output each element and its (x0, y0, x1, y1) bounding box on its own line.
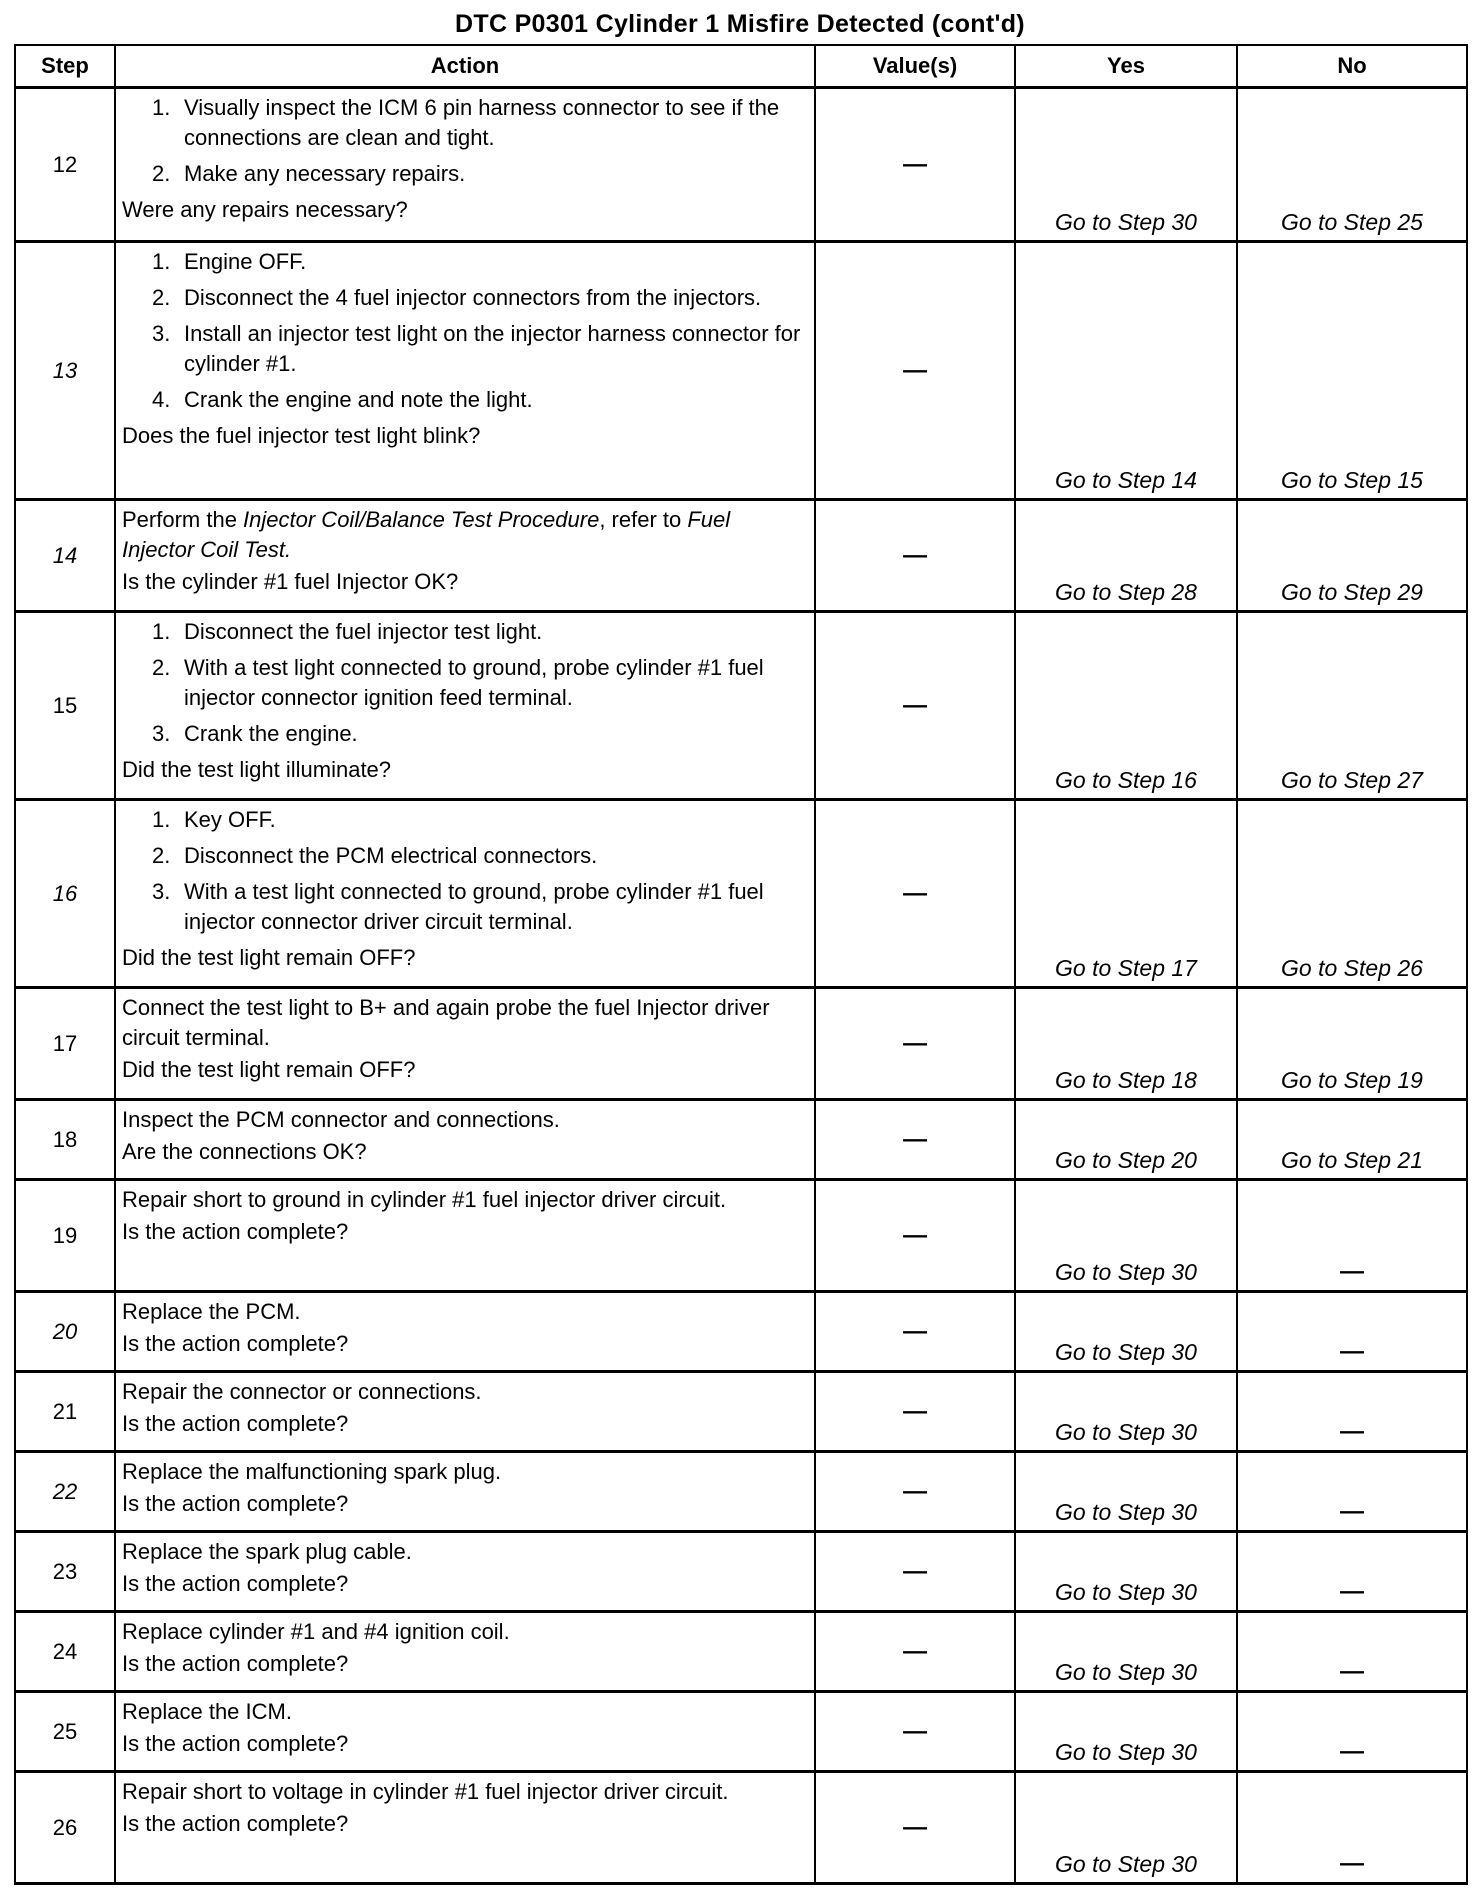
yes-cell: Go to Step 30 (1015, 1452, 1237, 1532)
step-number: 16 (15, 800, 115, 988)
list-item: 1. Engine OFF. (152, 249, 307, 274)
value-cell: — (815, 1180, 1015, 1292)
yes-cell: Go to Step 30 (1015, 1292, 1237, 1372)
table-row (15, 1692, 1467, 1772)
step-number: 14 (15, 500, 115, 612)
step-number: 18 (15, 1100, 115, 1180)
action-text: Replace the spark plug cable. (122, 1539, 412, 1564)
table-row (15, 988, 1467, 1100)
no-cell: — (1237, 1180, 1467, 1292)
table-row (15, 500, 1467, 612)
table-row (15, 1180, 1467, 1292)
action-text: Repair short to voltage in cylinder #1 fuel injector driver circuit. (122, 1779, 729, 1804)
question-text: Did the test light illuminate? (122, 757, 392, 782)
step-number: 21 (15, 1372, 115, 1452)
value-cell: — (815, 800, 1015, 988)
table-row (15, 1532, 1467, 1612)
yes-cell: Go to Step 30 (1015, 1612, 1237, 1692)
header-step: Step (15, 45, 115, 88)
table-row (15, 612, 1467, 800)
value-cell: — (815, 1292, 1015, 1372)
list-item: 1. Key OFF. (152, 807, 276, 832)
value-cell: — (815, 500, 1015, 612)
yes-cell: Go to Step 20 (1015, 1100, 1237, 1180)
header-yes: Yes (1015, 45, 1237, 88)
list-item: 3. Install an injector test light on the injector harness connector for cylinder #1. (152, 321, 801, 376)
step-number: 15 (15, 612, 115, 800)
value-cell: — (815, 1372, 1015, 1452)
yes-cell: Go to Step 30 (1015, 1692, 1237, 1772)
no-cell: Go to Step 29 (1237, 500, 1467, 612)
table-row (15, 800, 1467, 988)
list-item: 4. Crank the engine and note the light. (152, 387, 533, 412)
action-cell (115, 500, 815, 612)
action-text: Inspect the PCM connector and connections. (122, 1107, 560, 1132)
yes-cell: Go to Step 30 (1015, 1372, 1237, 1452)
action-cell (115, 1452, 815, 1532)
question-text: Did the test light remain OFF? (122, 1057, 416, 1082)
question-text: Is the action complete? (122, 1571, 349, 1596)
value-cell: — (815, 1772, 1015, 1884)
yes-cell: Go to Step 14 (1015, 242, 1237, 500)
no-cell: Go to Step 25 (1237, 88, 1467, 242)
list-item: 3. With a test light connected to ground, probe cylinder #1 fuel injector connector driver circuit terminal. (152, 879, 764, 934)
action-cell (115, 1612, 815, 1692)
action-cell (115, 800, 815, 988)
no-cell: — (1237, 1372, 1467, 1452)
value-cell: — (815, 988, 1015, 1100)
page (14, 4, 1466, 1885)
question-text: Did the test light remain OFF? (122, 945, 416, 970)
step-number: 23 (15, 1532, 115, 1612)
yes-cell: Go to Step 30 (1015, 1532, 1237, 1612)
list-item: 2. Make any necessary repairs. (152, 161, 466, 186)
action-cell (115, 1180, 815, 1292)
value-cell: — (815, 1100, 1015, 1180)
step-number: 20 (15, 1292, 115, 1372)
action-text: Replace cylinder #1 and #4 ignition coil. (122, 1619, 510, 1644)
diagnostic-table (14, 44, 1468, 1885)
action-cell (115, 1772, 815, 1884)
value-cell: — (815, 1692, 1015, 1772)
header-no: No (1237, 45, 1467, 88)
no-cell: — (1237, 1612, 1467, 1692)
value-cell: — (815, 612, 1015, 800)
table-row (15, 1452, 1467, 1532)
action-text: Connect the test light to B+ and again probe the fuel Injector driver circuit terminal. (122, 995, 770, 1050)
page-title: DTC P0301 Cylinder 1 Misfire Detected (cont'd) (455, 10, 1025, 38)
yes-cell: Go to Step 17 (1015, 800, 1237, 988)
yes-cell: Go to Step 30 (1015, 1772, 1237, 1884)
value-cell: — (815, 242, 1015, 500)
no-cell: Go to Step 27 (1237, 612, 1467, 800)
no-cell: — (1237, 1692, 1467, 1772)
question-text: Is the action complete? (122, 1219, 349, 1244)
no-cell: — (1237, 1772, 1467, 1884)
action-cell (115, 1372, 815, 1452)
table-row (15, 242, 1467, 500)
table-row (15, 88, 1467, 242)
action-cell (115, 1292, 815, 1372)
list-item: 3. Crank the engine. (152, 721, 358, 746)
step-number: 12 (15, 88, 115, 242)
action-cell (115, 242, 815, 500)
header-action: Action (115, 45, 815, 88)
step-number: 19 (15, 1180, 115, 1292)
value-cell: — (815, 88, 1015, 242)
action-cell (115, 1100, 815, 1180)
action-text: Perform the Injector Coil/Balance Test Procedure, refer to Fuel Injector Coil Test. (122, 507, 731, 562)
yes-cell: Go to Step 16 (1015, 612, 1237, 800)
value-cell: — (815, 1532, 1015, 1612)
step-number: 22 (15, 1452, 115, 1532)
question-text: Is the action complete? (122, 1811, 349, 1836)
value-cell: — (815, 1612, 1015, 1692)
no-cell: Go to Step 26 (1237, 800, 1467, 988)
table-row (15, 1612, 1467, 1692)
step-number: 26 (15, 1772, 115, 1884)
list-item: 1. Disconnect the fuel injector test light. (152, 619, 543, 644)
question-text: Is the action complete? (122, 1651, 349, 1676)
no-cell: — (1237, 1532, 1467, 1612)
table-row (15, 1772, 1467, 1884)
table-row (15, 1292, 1467, 1372)
question-text: Is the action complete? (122, 1731, 349, 1756)
list-item: 2. Disconnect the 4 fuel injector connectors from the injectors. (152, 285, 762, 310)
no-cell: Go to Step 21 (1237, 1100, 1467, 1180)
no-cell: — (1237, 1452, 1467, 1532)
list-item: 2. With a test light connected to ground, probe cylinder #1 fuel injector connector ignition feed terminal. (152, 655, 764, 710)
step-number: 17 (15, 988, 115, 1100)
header-row (15, 45, 1467, 88)
question-text: Were any repairs necessary? (122, 197, 408, 222)
action-cell (115, 1532, 815, 1612)
question-text: Are the connections OK? (122, 1139, 367, 1164)
question-text: Is the cylinder #1 fuel Injector OK? (122, 569, 459, 594)
no-cell: Go to Step 15 (1237, 242, 1467, 500)
yes-cell: Go to Step 28 (1015, 500, 1237, 612)
list-item: 2. Disconnect the PCM electrical connectors. (152, 843, 598, 868)
no-cell: — (1237, 1292, 1467, 1372)
no-cell: Go to Step 19 (1237, 988, 1467, 1100)
action-text: Repair the connector or connections. (122, 1379, 482, 1404)
step-number: 13 (15, 242, 115, 500)
yes-cell: Go to Step 30 (1015, 1180, 1237, 1292)
question-text: Does the fuel injector test light blink? (122, 423, 481, 448)
action-text: Replace the malfunctioning spark plug. (122, 1459, 502, 1484)
value-cell: — (815, 1452, 1015, 1532)
action-cell (115, 612, 815, 800)
table-row (15, 1372, 1467, 1452)
header-values: Value(s) (815, 45, 1015, 88)
question-text: Is the action complete? (122, 1411, 349, 1436)
action-cell (115, 1692, 815, 1772)
action-cell (115, 88, 815, 242)
question-text: Is the action complete? (122, 1491, 349, 1516)
step-number: 25 (15, 1692, 115, 1772)
question-text: Is the action complete? (122, 1331, 349, 1356)
action-text: Replace the PCM. (122, 1299, 301, 1324)
action-cell (115, 988, 815, 1100)
yes-cell: Go to Step 18 (1015, 988, 1237, 1100)
yes-cell: Go to Step 30 (1015, 88, 1237, 242)
table-row (15, 1100, 1467, 1180)
list-item: 1. Visually inspect the ICM 6 pin harness connector to see if the connections are clean and tight. (152, 95, 780, 150)
action-text: Repair short to ground in cylinder #1 fuel injector driver circuit. (122, 1187, 727, 1212)
step-number: 24 (15, 1612, 115, 1692)
action-text: Replace the ICM. (122, 1699, 292, 1724)
